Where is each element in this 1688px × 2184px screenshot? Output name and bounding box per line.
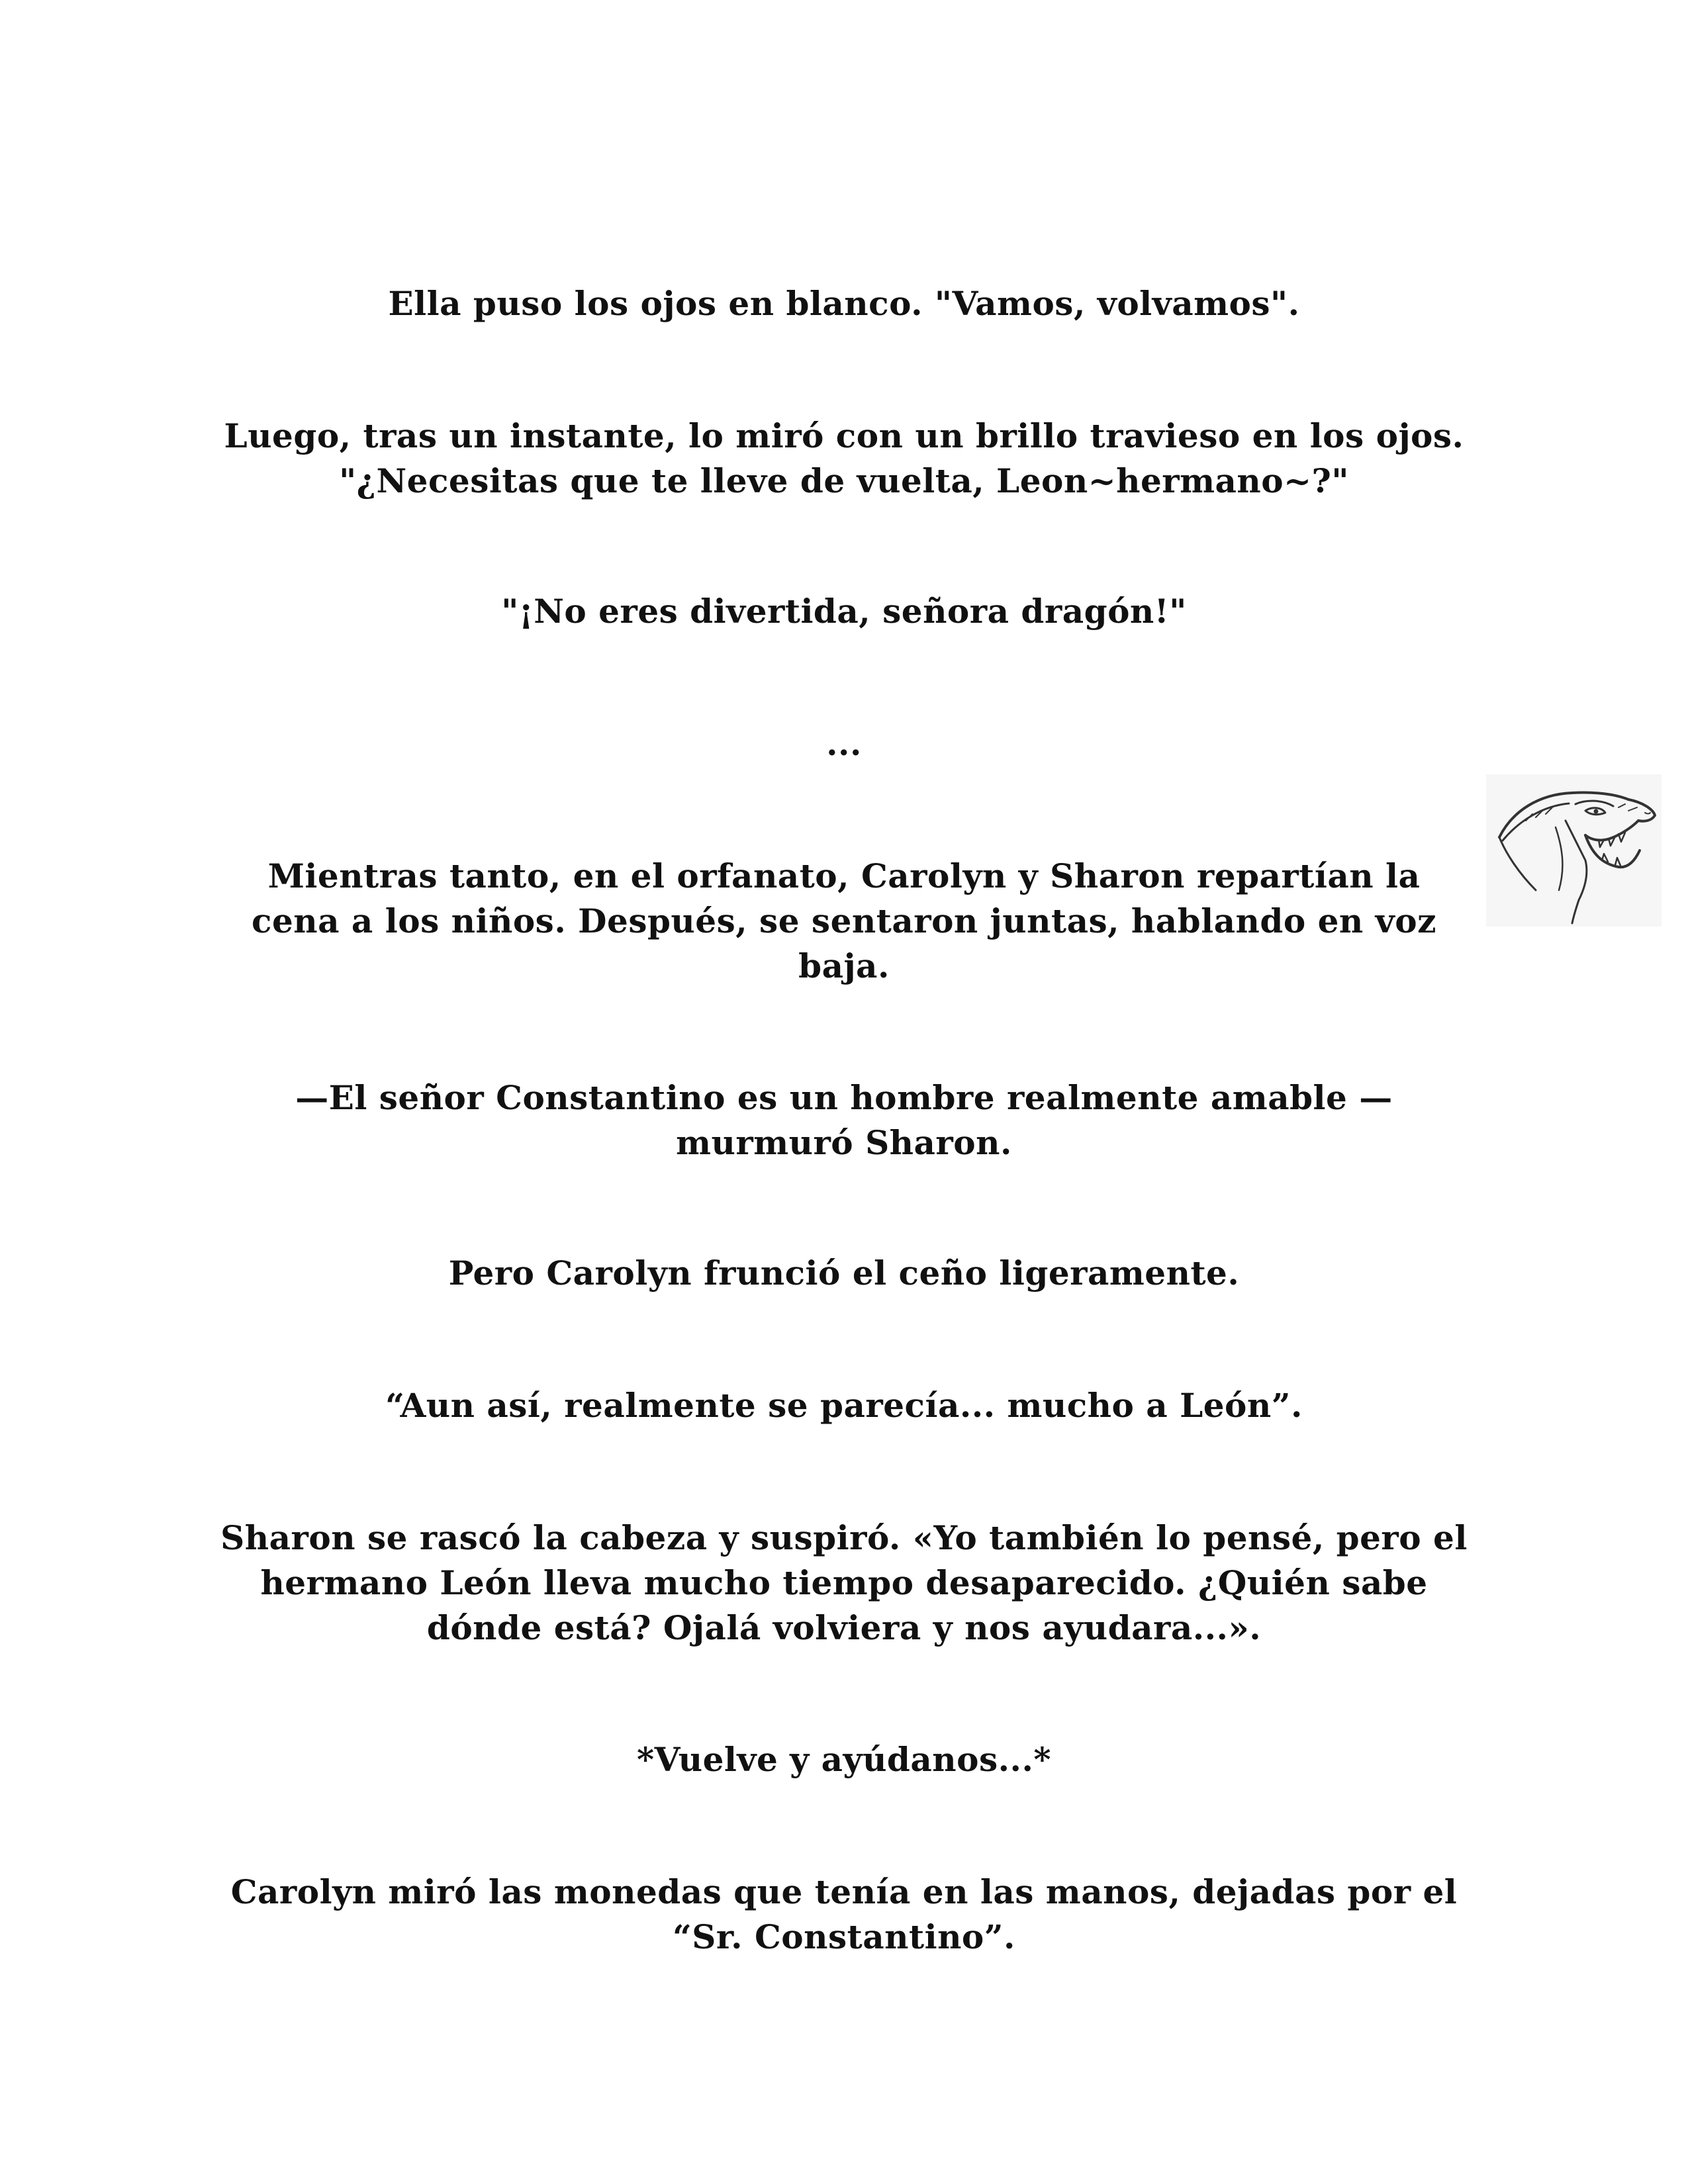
paragraph: Carolyn miró las monedas que tenía en las manos, dejadas por el “Sr. Constantino”. <box>230 1872 1458 1956</box>
paragraph: Sharon se rascó la cabeza y suspiró. «Yo también lo pensé, pero el hermano León lleva mucho tiempo desaparecido. ¿Quién sabe dónde está? Ojalá volviera y nos ayudara...». <box>220 1518 1468 1647</box>
paragraph: Pero Carolyn frunció el ceño ligeramente. <box>448 1253 1240 1293</box>
paragraph: *Vuelve y ayúdanos...* <box>636 1740 1051 1779</box>
paragraph: Ella puso los ojos en blanco. "Vamos, volvamos". <box>388 284 1300 323</box>
paragraph: Mientras tanto, en el orfanato, Carolyn y Sharon repartían la cena a los niños. Después, se sentaron juntas, hablando en voz baja. <box>252 856 1436 985</box>
dragon-head-sketch-icon <box>1486 774 1662 927</box>
paragraph: “Aun así, realmente se parecía... mucho a León”. <box>385 1386 1303 1425</box>
scene-break: ... <box>826 724 862 763</box>
paragraph: —El señor Constantino es un hombre realmente amable —murmuró Sharon. <box>295 1078 1393 1162</box>
paragraph: Luego, tras un instante, lo miró con un brillo travieso en los ojos. "¿Necesitas que te lleve de vuelta, Leon~hermano~?" <box>224 416 1464 500</box>
paragraph: "¡No eres divertida, señora dragón!" <box>501 592 1187 631</box>
